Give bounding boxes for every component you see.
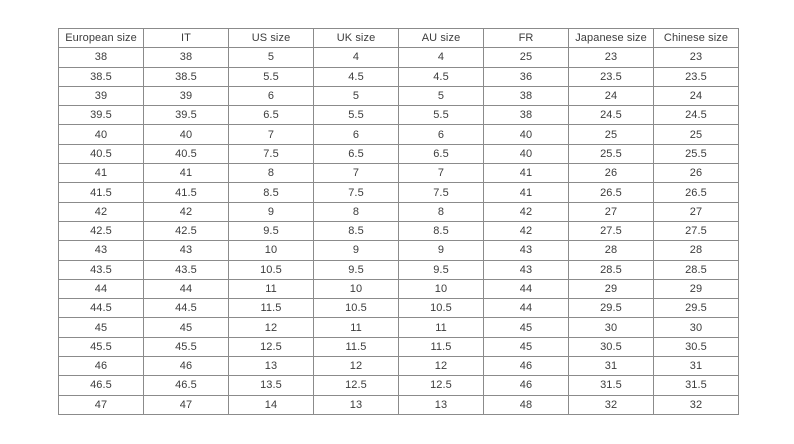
table-row (59, 279, 739, 298)
table-cell: 38 (484, 106, 569, 125)
table-row (59, 144, 739, 163)
table-cell: 6.5 (229, 106, 314, 125)
table-header (59, 29, 739, 48)
table-cell: 7 (314, 164, 399, 183)
column-header-au-size: AU size (399, 29, 484, 48)
table-cell: 44.5 (59, 299, 144, 318)
table-row (59, 299, 739, 318)
table-cell: 25.5 (569, 144, 654, 163)
table-cell: 13 (229, 357, 314, 376)
table-cell: 6 (314, 125, 399, 144)
table-cell: 11.5 (399, 337, 484, 356)
table-row (59, 357, 739, 376)
table-cell: 10 (314, 279, 399, 298)
table-cell: 42 (484, 221, 569, 240)
table-row (59, 48, 739, 67)
table-cell: 12 (399, 357, 484, 376)
table-cell: 12 (314, 357, 399, 376)
table-cell: 38 (144, 48, 229, 67)
table-cell: 43 (484, 241, 569, 260)
table-cell: 46 (59, 357, 144, 376)
table-cell: 6 (399, 125, 484, 144)
table-cell: 4.5 (314, 67, 399, 86)
table-header-row (59, 29, 739, 48)
table-row (59, 67, 739, 86)
table-cell: 23.5 (654, 67, 739, 86)
table-cell: 39 (144, 86, 229, 105)
table-cell: 40 (59, 125, 144, 144)
table-cell: 30.5 (569, 337, 654, 356)
table-cell: 4 (314, 48, 399, 67)
table-cell: 14 (229, 395, 314, 414)
column-header-uk-size: UK size (314, 29, 399, 48)
table-row (59, 221, 739, 240)
table-cell: 8 (314, 202, 399, 221)
column-header-fr: FR (484, 29, 569, 48)
table-cell: 45 (484, 337, 569, 356)
table-cell: 5.5 (399, 106, 484, 125)
table-cell: 42 (144, 202, 229, 221)
table-cell: 10 (399, 279, 484, 298)
table-cell: 12.5 (399, 376, 484, 395)
table-cell: 40.5 (144, 144, 229, 163)
table-cell: 30 (654, 318, 739, 337)
table-cell: 41 (59, 164, 144, 183)
table-cell: 48 (484, 395, 569, 414)
table-cell: 7.5 (399, 183, 484, 202)
table-cell: 40 (484, 125, 569, 144)
table-cell: 29.5 (654, 299, 739, 318)
table-cell: 44 (484, 299, 569, 318)
table-cell: 45.5 (59, 337, 144, 356)
table-cell: 36 (484, 67, 569, 86)
table-cell: 5.5 (229, 67, 314, 86)
table-cell: 9.5 (229, 221, 314, 240)
table-cell: 10.5 (314, 299, 399, 318)
table-cell: 24.5 (654, 106, 739, 125)
table-cell: 13 (314, 395, 399, 414)
table-cell: 9 (314, 241, 399, 260)
table-cell: 45 (144, 318, 229, 337)
table-cell: 41 (484, 164, 569, 183)
table-cell: 5 (229, 48, 314, 67)
table-cell: 32 (654, 395, 739, 414)
column-header-japanese-size: Japanese size (569, 29, 654, 48)
table-cell: 27 (654, 202, 739, 221)
table-row (59, 337, 739, 356)
column-header-european-size: European size (59, 29, 144, 48)
table-row (59, 86, 739, 105)
table-row (59, 260, 739, 279)
table-cell: 11 (229, 279, 314, 298)
table-body (59, 48, 739, 415)
table-cell: 28 (654, 241, 739, 260)
table-cell: 46.5 (144, 376, 229, 395)
table-cell: 26.5 (654, 183, 739, 202)
table-cell: 27 (569, 202, 654, 221)
table-cell: 25 (569, 125, 654, 144)
table-cell: 44 (59, 279, 144, 298)
table-cell: 24 (569, 86, 654, 105)
table-cell: 7 (399, 164, 484, 183)
table-cell: 11.5 (314, 337, 399, 356)
table-row (59, 164, 739, 183)
shoe-size-conversion-table (58, 28, 739, 415)
table-cell: 8.5 (399, 221, 484, 240)
table-cell: 23 (654, 48, 739, 67)
table-cell: 6.5 (399, 144, 484, 163)
table-cell: 42 (484, 202, 569, 221)
table-cell: 13 (399, 395, 484, 414)
table-cell: 41.5 (59, 183, 144, 202)
table-cell: 38 (484, 86, 569, 105)
table-cell: 24 (654, 86, 739, 105)
table-row (59, 318, 739, 337)
table-cell: 42.5 (144, 221, 229, 240)
table-cell: 26 (569, 164, 654, 183)
table-cell: 10.5 (399, 299, 484, 318)
table-cell: 5.5 (314, 106, 399, 125)
table-cell: 8.5 (229, 183, 314, 202)
table-cell: 40.5 (59, 144, 144, 163)
table-row (59, 106, 739, 125)
table-cell: 25 (654, 125, 739, 144)
table-cell: 27.5 (569, 221, 654, 240)
table-cell: 10 (229, 241, 314, 260)
table-row (59, 202, 739, 221)
table-cell: 11 (399, 318, 484, 337)
table-cell: 13.5 (229, 376, 314, 395)
table-cell: 32 (569, 395, 654, 414)
table-cell: 38.5 (144, 67, 229, 86)
table-cell: 39 (59, 86, 144, 105)
table-cell: 46 (484, 357, 569, 376)
table-cell: 5 (314, 86, 399, 105)
table-cell: 44 (144, 279, 229, 298)
table-cell: 24.5 (569, 106, 654, 125)
table-row (59, 376, 739, 395)
table-cell: 38 (59, 48, 144, 67)
table-cell: 40 (484, 144, 569, 163)
table-cell: 31.5 (654, 376, 739, 395)
table-cell: 41.5 (144, 183, 229, 202)
table-cell: 46.5 (59, 376, 144, 395)
table-cell: 41 (484, 183, 569, 202)
table-cell: 41 (144, 164, 229, 183)
table-cell: 12.5 (229, 337, 314, 356)
table-cell: 39.5 (59, 106, 144, 125)
table-cell: 9 (399, 241, 484, 260)
table-cell: 45.5 (144, 337, 229, 356)
table-cell: 26 (654, 164, 739, 183)
table-cell: 4 (399, 48, 484, 67)
table-cell: 29 (569, 279, 654, 298)
table-row (59, 241, 739, 260)
table-cell: 11.5 (229, 299, 314, 318)
table-cell: 29 (654, 279, 739, 298)
table-row (59, 395, 739, 414)
table-cell: 38.5 (59, 67, 144, 86)
table-cell: 10.5 (229, 260, 314, 279)
table-cell: 40 (144, 125, 229, 144)
table-cell: 8 (229, 164, 314, 183)
table-cell: 7.5 (229, 144, 314, 163)
table-row (59, 183, 739, 202)
column-header-us-size: US size (229, 29, 314, 48)
table-cell: 42.5 (59, 221, 144, 240)
table-cell: 23.5 (569, 67, 654, 86)
table-cell: 30.5 (654, 337, 739, 356)
table-cell: 25 (484, 48, 569, 67)
table-cell: 31.5 (569, 376, 654, 395)
table-cell: 28.5 (569, 260, 654, 279)
table-cell: 7.5 (314, 183, 399, 202)
table-cell: 8 (399, 202, 484, 221)
table-row (59, 125, 739, 144)
table-cell: 9.5 (399, 260, 484, 279)
table-cell: 29.5 (569, 299, 654, 318)
table-cell: 30 (569, 318, 654, 337)
table-cell: 27.5 (654, 221, 739, 240)
table-cell: 31 (569, 357, 654, 376)
table-cell: 8.5 (314, 221, 399, 240)
table-cell: 43.5 (59, 260, 144, 279)
table-cell: 31 (654, 357, 739, 376)
table-cell: 44.5 (144, 299, 229, 318)
table-cell: 44 (484, 279, 569, 298)
column-header-it: IT (144, 29, 229, 48)
table-cell: 46 (144, 357, 229, 376)
table-cell: 45 (59, 318, 144, 337)
table-cell: 12 (229, 318, 314, 337)
table-cell: 42 (59, 202, 144, 221)
table-cell: 9.5 (314, 260, 399, 279)
table-cell: 47 (144, 395, 229, 414)
table-cell: 43 (59, 241, 144, 260)
table-cell: 45 (484, 318, 569, 337)
table-cell: 9 (229, 202, 314, 221)
table-cell: 26.5 (569, 183, 654, 202)
column-header-chinese-size: Chinese size (654, 29, 739, 48)
table-cell: 43.5 (144, 260, 229, 279)
table-cell: 5 (399, 86, 484, 105)
table-cell: 46 (484, 376, 569, 395)
table-cell: 12.5 (314, 376, 399, 395)
table-cell: 39.5 (144, 106, 229, 125)
table-cell: 43 (484, 260, 569, 279)
table-cell: 28 (569, 241, 654, 260)
table-cell: 23 (569, 48, 654, 67)
table-cell: 25.5 (654, 144, 739, 163)
table-cell: 43 (144, 241, 229, 260)
table-cell: 11 (314, 318, 399, 337)
table-cell: 6 (229, 86, 314, 105)
table-cell: 6.5 (314, 144, 399, 163)
table-cell: 7 (229, 125, 314, 144)
table-cell: 47 (59, 395, 144, 414)
table-cell: 4.5 (399, 67, 484, 86)
table-cell: 28.5 (654, 260, 739, 279)
